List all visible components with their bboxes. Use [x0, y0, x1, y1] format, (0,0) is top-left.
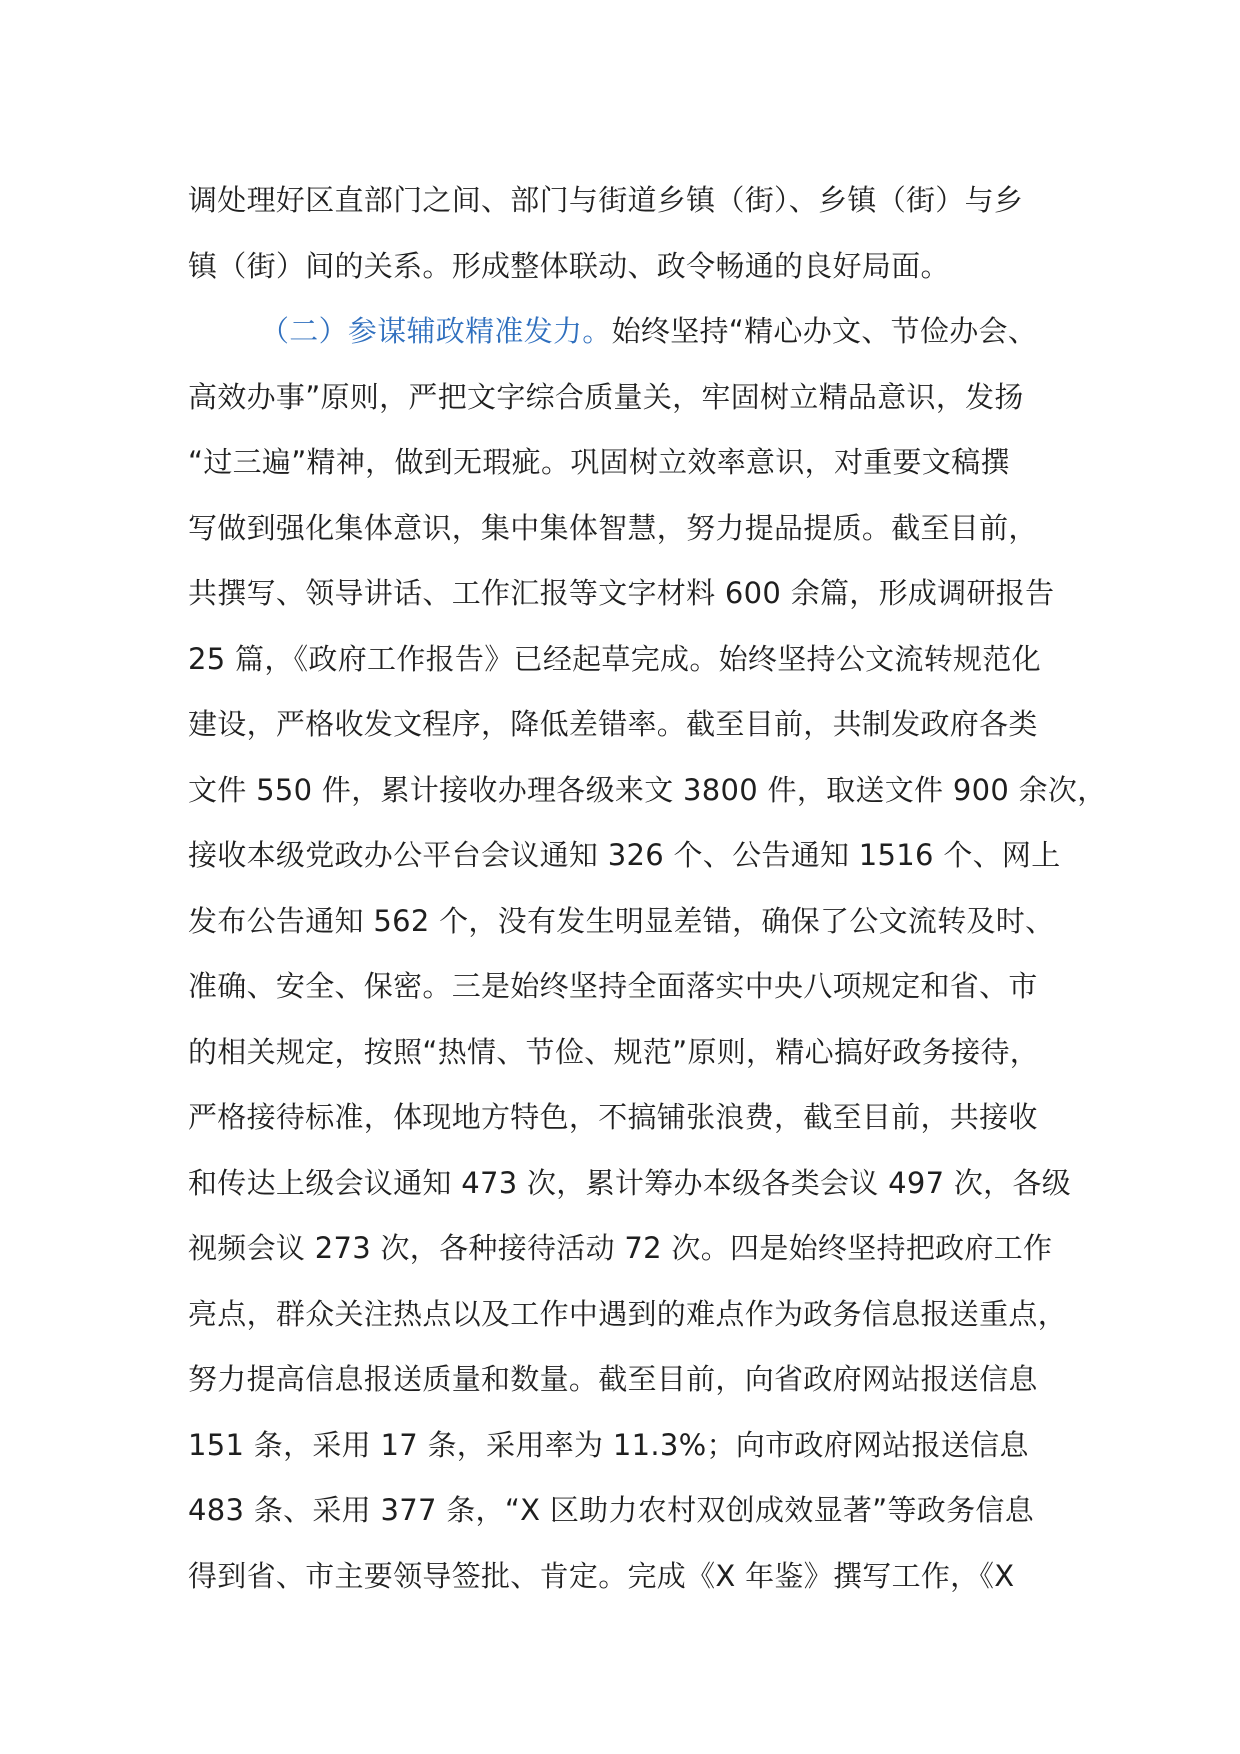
paragraph-line: 和传达上级会议通知 473 次，累计筹办本级各类会议 497 次，各级: [188, 1165, 1072, 1200]
paragraph-line: 25 篇，《政府工作报告》已经起草完成。始终坚持公文流转规范化: [188, 641, 1041, 676]
paragraph-line: 151 条，采用 17 条，采用率为 11.3%；向市政府网站报送信息: [188, 1427, 1029, 1462]
paragraph-line: “过三遍”精神，做到无瑕疵。巩固树立效率意识，对重要文稿撰: [188, 445, 1010, 479]
section-heading: （二）参谋辅政精准发力。: [260, 314, 612, 348]
paragraph-line: 得到省、市主要领导签批、肯定。完成《X 年鉴》撰写工作，《X: [188, 1558, 1015, 1593]
paragraph-line: 严格接待标准，体现地方特色，不搞铺张浪费，截至目前，共接收: [188, 1100, 1038, 1134]
paragraph-line: 调处理好区直部门之间、部门与街道乡镇（街）、乡镇（街）与乡: [188, 183, 1024, 217]
paragraph-line: 视频会议 273 次，各种接待活动 72 次。四是始终坚持把政府工作: [188, 1231, 1053, 1265]
paragraph-line: 高效办事”原则，严把文字综合质量关，牢固树立精品意识，发扬: [188, 379, 1024, 414]
paragraph-line: 亮点，群众关注热点以及工作中遇到的难点作为政务信息报送重点，: [188, 1296, 1068, 1331]
paragraph-line: 483 条、采用 377 条，“X 区助力农村双创成效显著”等政务信息: [188, 1493, 1034, 1527]
document-body: [188, 168, 1107, 1609]
paragraph-line: 发布公告通知 562 个，没有发生明显差错，确保了公文流转及时、: [188, 903, 1055, 938]
paragraph-line: 文件 550 件，累计接收办理各级来文 3800 件，取送文件 900 余次，: [188, 772, 1107, 807]
paragraph-line: 共撰写、领导讲话、工作汇报等文字材料 600 余篇，形成调研报告: [188, 576, 1055, 610]
section-heading-line: [188, 299, 1088, 365]
paragraph-line: 接收本级党政办公平台会议通知 326 个、公告通知 1516 个、网上: [188, 838, 1061, 872]
paragraph-line: 的相关规定，按照“热情、节俭、规范”原则，精心搞好政务接待，: [188, 1034, 1040, 1069]
paragraph-line: 努力提高信息报送质量和数量。截至目前，向省政府网站报送信息: [188, 1362, 1038, 1396]
paragraph-line: 建设，严格收发文程序，降低差错率。截至目前，共制发政府各类: [188, 707, 1038, 741]
paragraph-line: 镇（街）间的关系。形成整体联动、政令畅通的良好局面。: [188, 248, 950, 283]
paragraph-line: 准确、安全、保密。三是始终坚持全面落实中央八项规定和省、市: [188, 969, 1038, 1003]
paragraph-line: 写做到强化集体意识，集中集体智慧，努力提品提质。截至目前，: [188, 510, 1038, 545]
section-lead-text: 始终坚持“精心办文、节俭办会、: [611, 314, 1038, 348]
